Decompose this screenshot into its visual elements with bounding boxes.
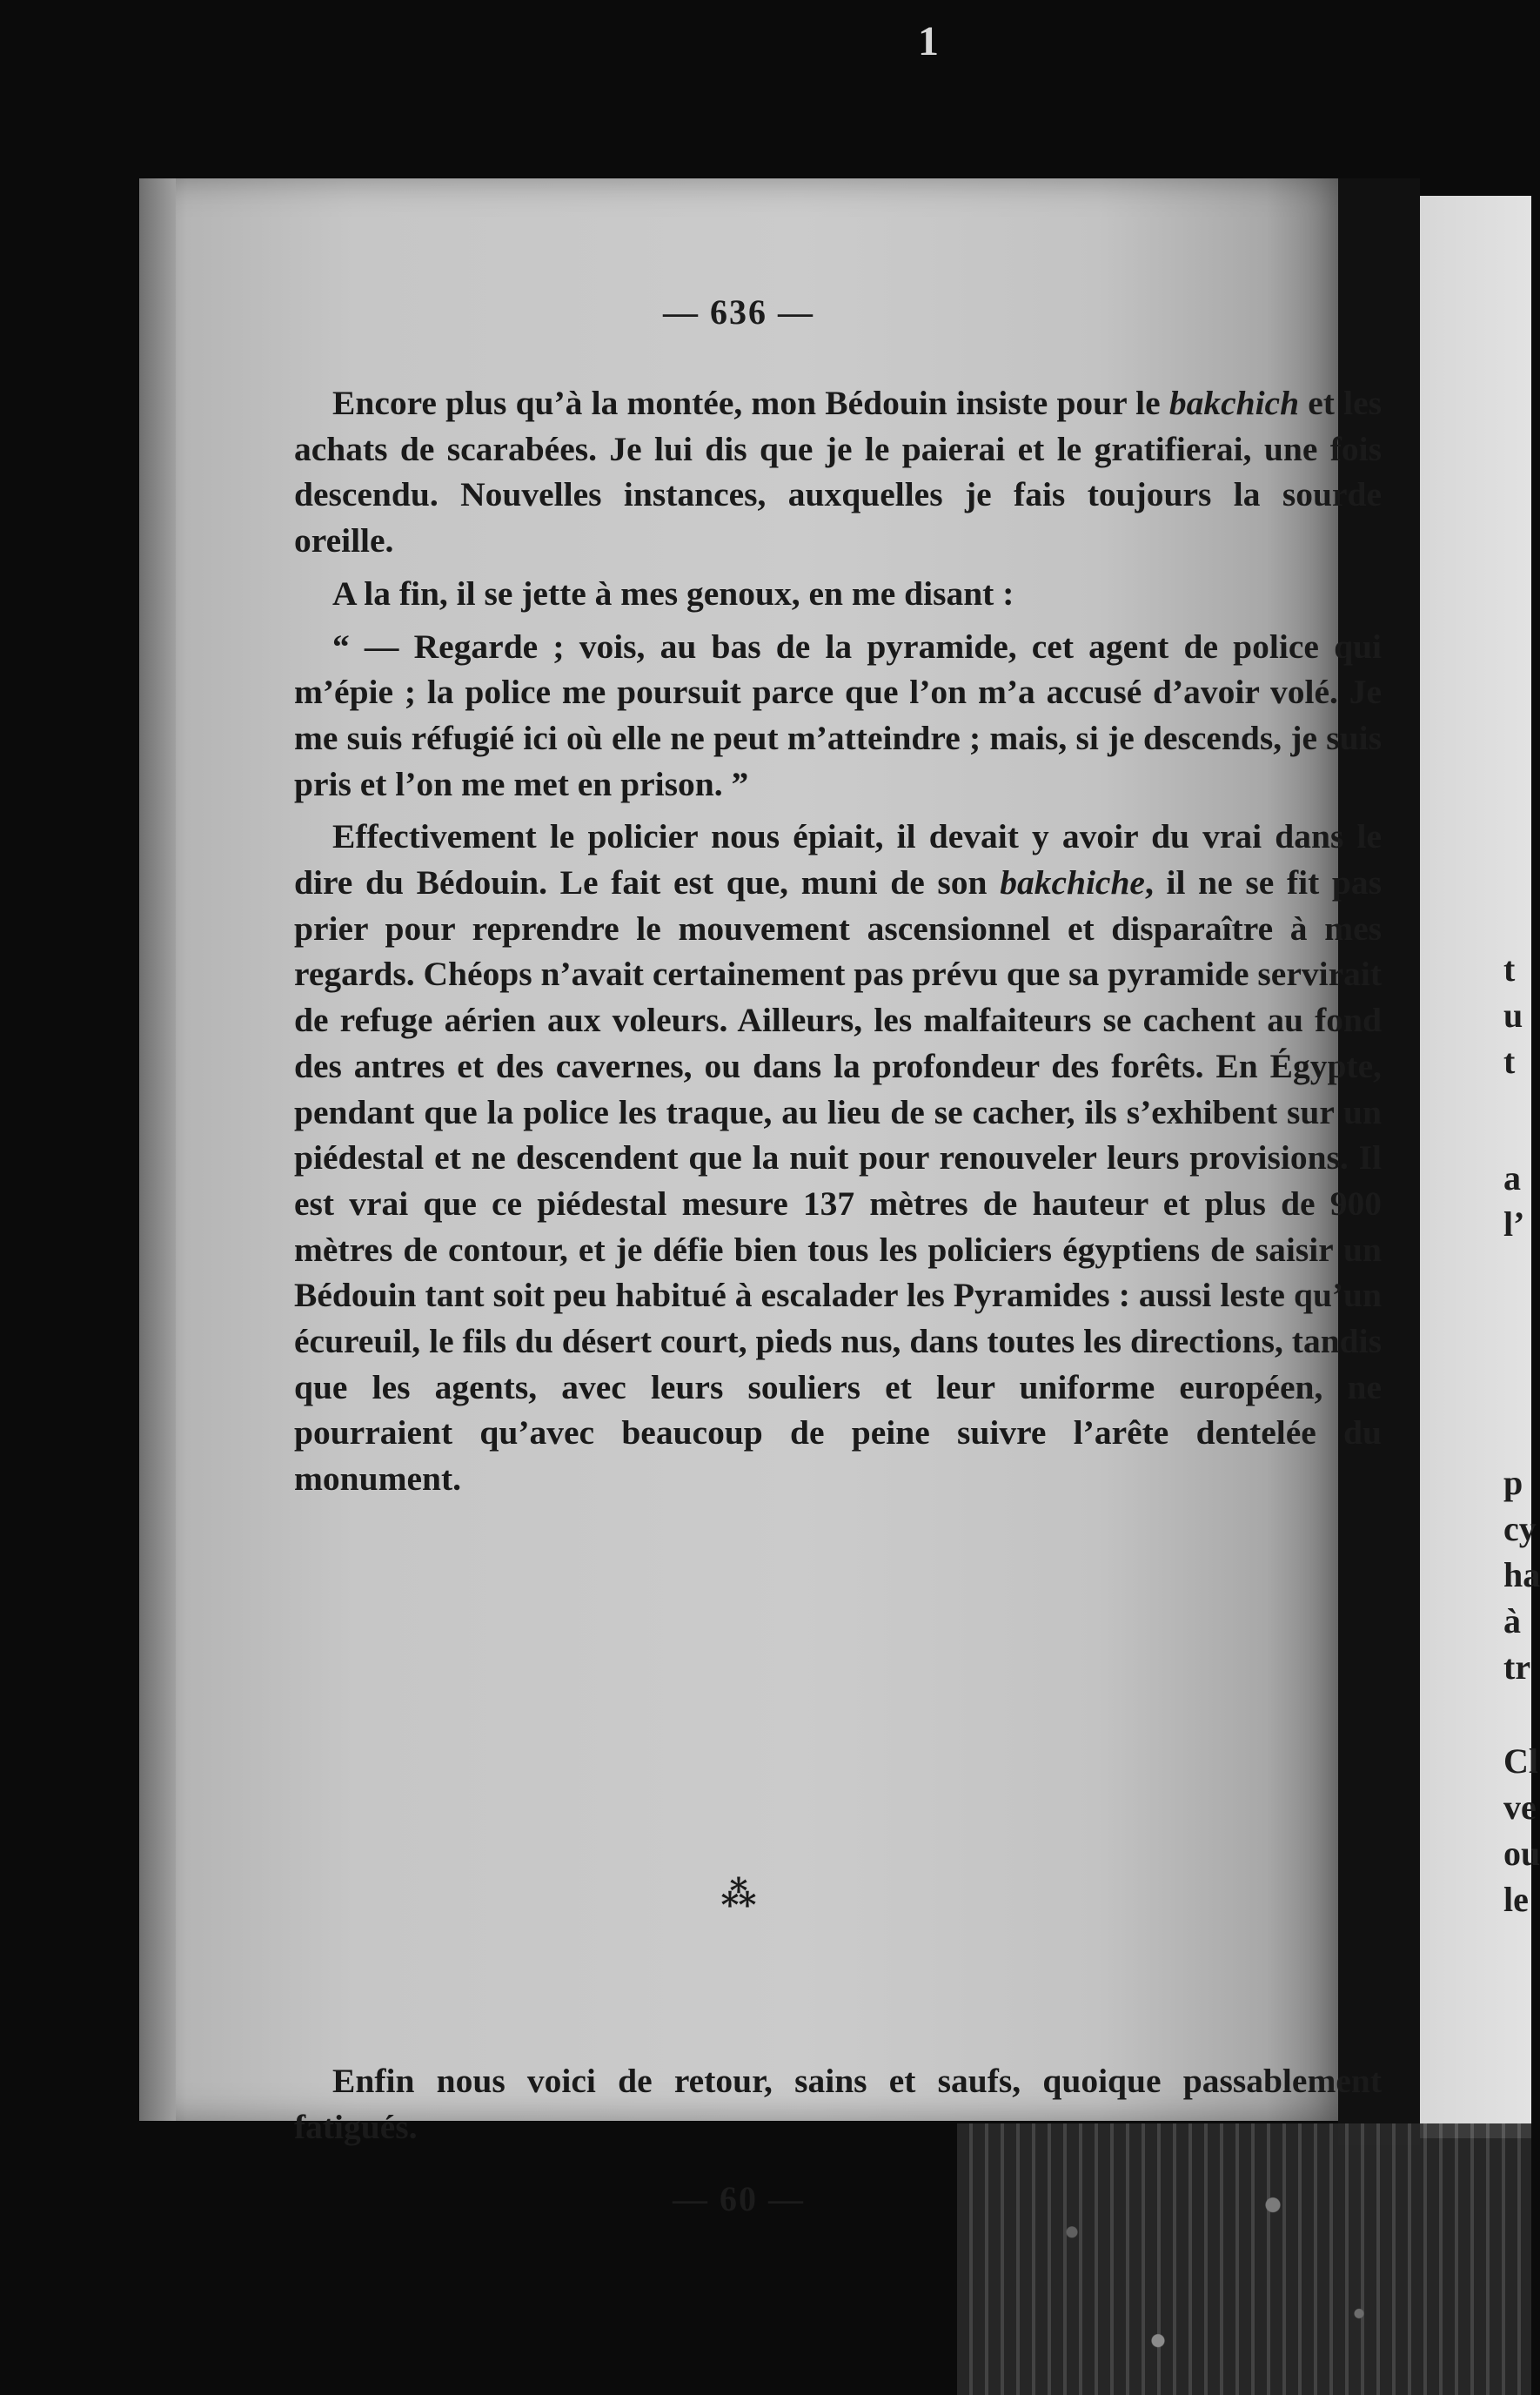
adjacent-line-fragment: t [1503,1042,1516,1081]
text-run: et les achats de scarabées. Je lui dis que je le paierai et le gratifierai, une fois descendu. Nouvelles instances, auxquelles je fais toujours la sourde oreille. [294,384,1382,560]
adjacent-line-fragment: le [1503,1880,1529,1919]
adjacent-line-fragment: Cl [1503,1741,1538,1781]
scan-damage-texture [957,2123,1531,2395]
adjacent-line-fragment: tr [1503,1647,1531,1687]
paragraph [294,814,1382,1502]
italic-term: bakchich [1168,384,1300,422]
paragraph [294,380,1382,564]
text-run: Encore plus qu’à la montée, mon Bédouin insiste pour le [332,384,1169,422]
section-separator-asterism: ⁂ [720,1875,757,1914]
paragraph [294,571,1382,617]
text-run: “ — Regarde ; vois, au bas de la pyramide, cet agent de police qui m’épie ; la police me poursuit parce que l’on m’a accusé d’avoir volé. Je me suis réfugié ici où elle ne peut m’atteindre ; mais, si je descends, je suis pris et l’on me met en prison. ” [294,627,1382,803]
paragraph [294,624,1382,808]
page-header-number: — 636 — [663,292,814,332]
adjacent-line-fragment: a [1503,1158,1521,1198]
paragraph: Enfin nous voici de retour, sains et saufs, quoique passablement fatigués. [294,2062,1382,2146]
page-binding-edge [139,178,176,2121]
text-run: , il ne se fit pas prier pour reprendre le mouvement ascensionnel et disparaître à mes regards. Chéops n’avait certainement pas prévu que sa pyramide servirait de refuge aérien aux voleurs. Ailleurs, les malfaiteurs se cachent au fond des antres et des cavernes, ou dans la profondeur des forêts. En Égypte, pendant que la police les traque, au lieu de se cacher, ils s’exhibent sur un piédestal et ne descendent que la nuit pour renouveler leurs provisions. Il est vrai que ce piédestal mesure 137 mètres de hauteur et plus de 900 mètres de contour, et je défie bien tous les policiers égyptiens de saisir un Bédouin tant soit peu habitué à escalader les Pyramides : aussi leste qu’un écureuil, le fils du désert court, pieds nus, dans toutes les directions, tandis que les agents, avec leurs souliers et leur uniforme européen, ne pourraient qu’avec beaucoup de peine suivre l’arête dentelée du monument. [294,863,1383,1499]
scan-top-mark: 1 [918,18,939,64]
adjacent-line-fragment: ve [1503,1788,1537,1827]
adjacent-line-fragment: à [1503,1601,1521,1640]
adjacent-line-fragment: t [1503,949,1516,989]
adjacent-line-fragment: cy [1503,1509,1537,1548]
page-body-text [294,380,1382,1502]
adjacent-line-fragment: p [1503,1463,1523,1502]
adjacent-line-fragment: ou [1503,1834,1540,1873]
book-page [139,178,1383,2218]
italic-term: bakchiche [1000,863,1145,902]
page-footer-number: — 60 — [673,2179,805,2218]
adjacent-line-fragment: ha [1503,1555,1540,1594]
adjacent-line-fragment: u [1503,996,1523,1035]
text-run: A la fin, il se jette à mes genoux, en me disant : [332,574,1014,613]
adjacent-page-edge [1420,196,1540,2138]
adjacent-line-fragment: l’ [1503,1204,1525,1244]
text-run: Effectivement le policier nous épiait, il devait y avoir du vrai dans le dire du Bédouin. Le fait est que, muni de son [294,817,1382,902]
